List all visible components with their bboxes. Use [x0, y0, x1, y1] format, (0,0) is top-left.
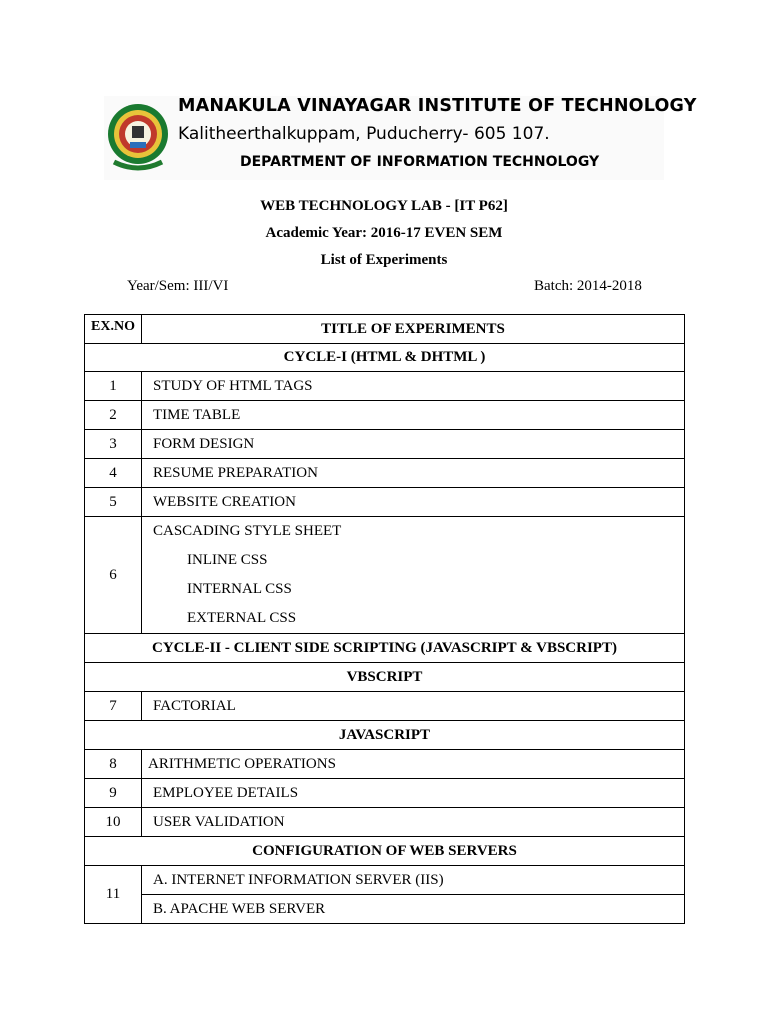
table-row — [85, 401, 685, 430]
section-row — [85, 634, 685, 663]
academic-year: Academic Year: 2016-17 EVEN SEM — [265, 225, 503, 241]
ex-title-group — [142, 517, 685, 634]
col-exno-header: EX.NO — [85, 315, 142, 344]
vbscript-heading: VBSCRIPT — [85, 663, 685, 692]
ex-title: RESUME PREPARATION — [142, 459, 685, 488]
cycle2-heading: CYCLE-II - CLIENT SIDE SCRIPTING (JAVASCRIPT & VBSCRIPT) — [85, 634, 685, 663]
table-row — [85, 372, 685, 401]
section-row — [85, 721, 685, 750]
ex-title: ARITHMETIC OPERATIONS — [142, 750, 685, 779]
ex-title: STUDY OF HTML TAGS — [142, 372, 685, 401]
ex-title: EMPLOYEE DETAILS — [142, 779, 685, 808]
table-header-row — [85, 315, 685, 344]
ex-no: 8 — [85, 750, 142, 779]
institute-address: Kalitheerthalkuppam, Puducherry- 605 107. — [178, 124, 550, 144]
ex-title: A. INTERNET INFORMATION SERVER (IIS) — [142, 866, 685, 895]
ex-no: 11 — [85, 866, 142, 924]
department-name: DEPARTMENT OF INFORMATION TECHNOLOGY — [240, 154, 600, 170]
lab-title: WEB TECHNOLOGY LAB - [IT P62] — [260, 198, 508, 214]
webservers-heading: CONFIGURATION OF WEB SERVERS — [85, 837, 685, 866]
table-row — [85, 779, 685, 808]
ex-title: USER VALIDATION — [142, 808, 685, 837]
table-row — [85, 459, 685, 488]
experiments-table — [84, 314, 685, 924]
ex-no: 1 — [85, 372, 142, 401]
javascript-heading: JAVASCRIPT — [85, 721, 685, 750]
css-subitem: EXTERNAL CSS — [187, 610, 297, 626]
list-heading: List of Experiments — [320, 252, 448, 268]
css-subitem: INTERNAL CSS — [187, 581, 292, 597]
ex-no: 5 — [85, 488, 142, 517]
ex-no: 7 — [85, 692, 142, 721]
ex-title: CASCADING STYLE SHEET — [153, 523, 342, 539]
table-row — [85, 750, 685, 779]
batch: Batch: 2014-2018 — [534, 278, 642, 294]
col-title-header: TITLE OF EXPERIMENTS — [142, 315, 685, 344]
ex-no: 4 — [85, 459, 142, 488]
table-row — [85, 517, 685, 634]
section-row — [85, 344, 685, 372]
ex-title: TIME TABLE — [142, 401, 685, 430]
institute-logo — [106, 100, 170, 172]
ex-no: 10 — [85, 808, 142, 837]
ex-no: 9 — [85, 779, 142, 808]
section-row — [85, 837, 685, 866]
ex-title: FORM DESIGN — [142, 430, 685, 459]
year-sem: Year/Sem: III/VI — [127, 278, 229, 294]
css-subitem: INLINE CSS — [187, 552, 268, 568]
table-row — [85, 692, 685, 721]
section-row — [85, 663, 685, 692]
table-row — [85, 808, 685, 837]
table-row — [85, 895, 685, 924]
ex-title: B. APACHE WEB SERVER — [142, 895, 685, 924]
institute-name: MANAKULA VINAYAGAR INSTITUTE OF TECHNOLOGY — [178, 96, 697, 116]
ex-no: 3 — [85, 430, 142, 459]
ex-no: 6 — [85, 517, 142, 634]
ex-title: FACTORIAL — [142, 692, 685, 721]
institution-header — [104, 96, 697, 180]
table-row — [85, 488, 685, 517]
ex-no: 2 — [85, 401, 142, 430]
cycle1-heading: CYCLE-I (HTML & DHTML ) — [85, 344, 685, 372]
table-row — [85, 866, 685, 895]
ex-title: WEBSITE CREATION — [142, 488, 685, 517]
table-row — [85, 430, 685, 459]
